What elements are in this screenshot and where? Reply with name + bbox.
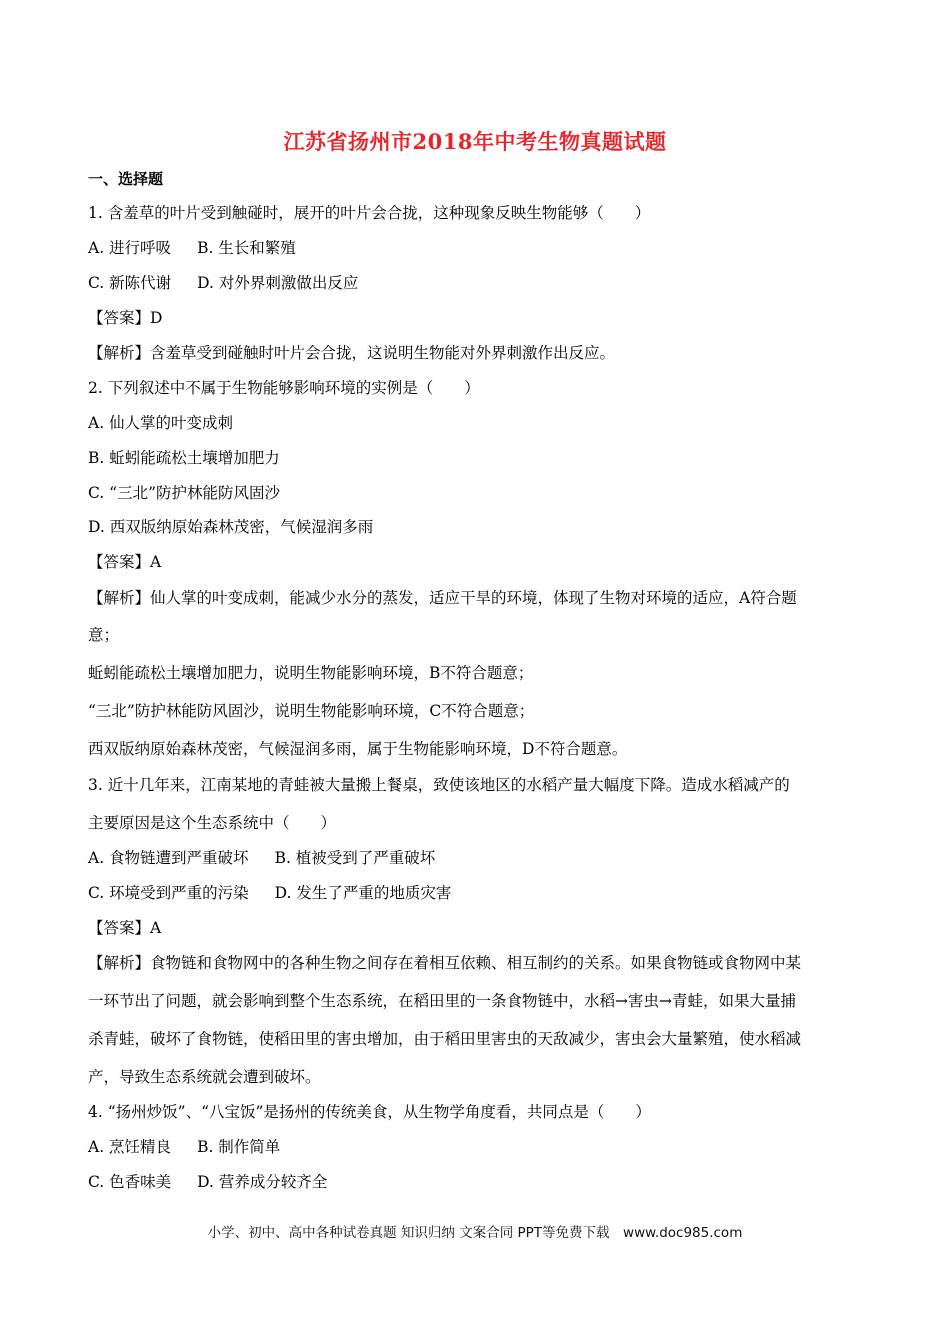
question-1-answer: 【答案】D: [88, 309, 163, 327]
question-4-options-row-2: [88, 1172, 327, 1192]
q2-option-b: B. 蚯蚓能疏松土壤增加肥力: [88, 449, 280, 467]
section-heading: 一、选择题: [88, 170, 164, 188]
q4-option-b: B. 制作简单: [197, 1138, 281, 1156]
page-title: 江苏省扬州市2018年中考生物真题试题: [283, 129, 667, 154]
q2-option-d: D. 西双版纳原始森林茂密，气候湿润多雨: [88, 518, 374, 536]
question-4: 4. “扬州炒饭”、“八宝饭”是扬州的传统美食，从生物学角度看，共同点是（ ）: [88, 1103, 651, 1121]
question-3-options-row-1: [88, 848, 435, 868]
question-3-line-1: 3. 近十几年来，江南某地的青蛙被大量搬上餐桌，致使该地区的水稻产量大幅度下降。造成水稻减产的: [88, 776, 790, 794]
question-3-explanation-line-1: 【解析】食物链和食物网中的各种生物之间存在着相互依赖、相互制约的关系。如果食物链或食物网中某: [88, 954, 802, 972]
q1-option-d: D. 对外界刺激做出反应: [197, 274, 359, 292]
page-footer: 小学、初中、高中各种试卷真题 知识归纳 文案合同 PPT等免费下载 www.doc985.com: [207, 1225, 743, 1241]
q3-option-d: D. 发生了严重的地质灾害: [274, 884, 452, 902]
question-3-options-row-2: [88, 883, 451, 903]
q3-option-a: A. 食物链遭到严重破坏: [88, 849, 249, 867]
question-3-line-2: 主要原因是这个生态系统中（ ）: [88, 814, 337, 832]
question-3-explanation-line-2: 一环节出了问题，就会影响到整个生态系统，在稻田里的一条食物链中，水稻→害虫→青蛙，如果大量捕: [88, 992, 796, 1010]
question-2: 2. 下列叙述中不属于生物能够影响环境的实例是（ ）: [88, 379, 480, 397]
q2-option-c: C. “三北”防护林能防风固沙: [88, 484, 281, 502]
q4-option-c: C. 色香味美: [88, 1173, 172, 1191]
q2-option-a: A. 仙人掌的叶变成刺: [88, 414, 234, 432]
q1-option-b: B. 生长和繁殖: [197, 239, 296, 257]
question-1-explanation: 【解析】含羞草受到碰触时叶片会合拢，这说明生物能对外界刺激作出反应。: [88, 344, 616, 362]
question-3-explanation-line-4: 产，导致生态系统就会遭到破坏。: [88, 1068, 321, 1086]
question-2-explanation-line-1: 【解析】仙人掌的叶变成刺，能减少水分的蒸发，适应干旱的环境，体现了生物对环境的适应，A符合题: [88, 589, 797, 607]
q3-option-b: B. 植被受到了严重破坏: [274, 849, 436, 867]
question-3-answer: 【答案】A: [88, 919, 162, 937]
question-2-explanation-line-4: “三北”防护林能防风固沙，说明生物能影响环境，C不符合题意；: [88, 702, 535, 720]
q1-option-a: A. 进行呼吸: [88, 239, 172, 257]
question-1: 1. 含羞草的叶片受到触碰时，展开的叶片会合拢，这种现象反映生物能够（ ）: [88, 204, 651, 222]
q1-option-c: C. 新陈代谢: [88, 274, 172, 292]
question-2-answer: 【答案】A: [88, 553, 162, 571]
question-3-explanation-line-3: 杀青蛙，破坏了食物链，使稻田里的害虫增加，由于稻田里害虫的天敌减少，害虫会大量繁殖，使水稻减: [88, 1030, 802, 1048]
question-1-options-row-1: [88, 238, 296, 258]
question-2-explanation-line-2: 意；: [88, 626, 120, 644]
question-4-options-row-1: [88, 1137, 280, 1157]
question-1-options-row-2: [88, 273, 358, 293]
q4-option-d: D. 营养成分较齐全: [197, 1173, 328, 1191]
q4-option-a: A. 烹饪精良: [88, 1138, 172, 1156]
q3-option-c: C. 环境受到严重的污染: [88, 884, 249, 902]
question-2-explanation-line-5: 西双版纳原始森林茂密，气候湿润多雨，属于生物能影响环境，D不符合题意。: [88, 740, 628, 758]
question-2-explanation-line-3: 蚯蚓能疏松土壤增加肥力，说明生物能影响环境，B不符合题意；: [88, 664, 534, 682]
